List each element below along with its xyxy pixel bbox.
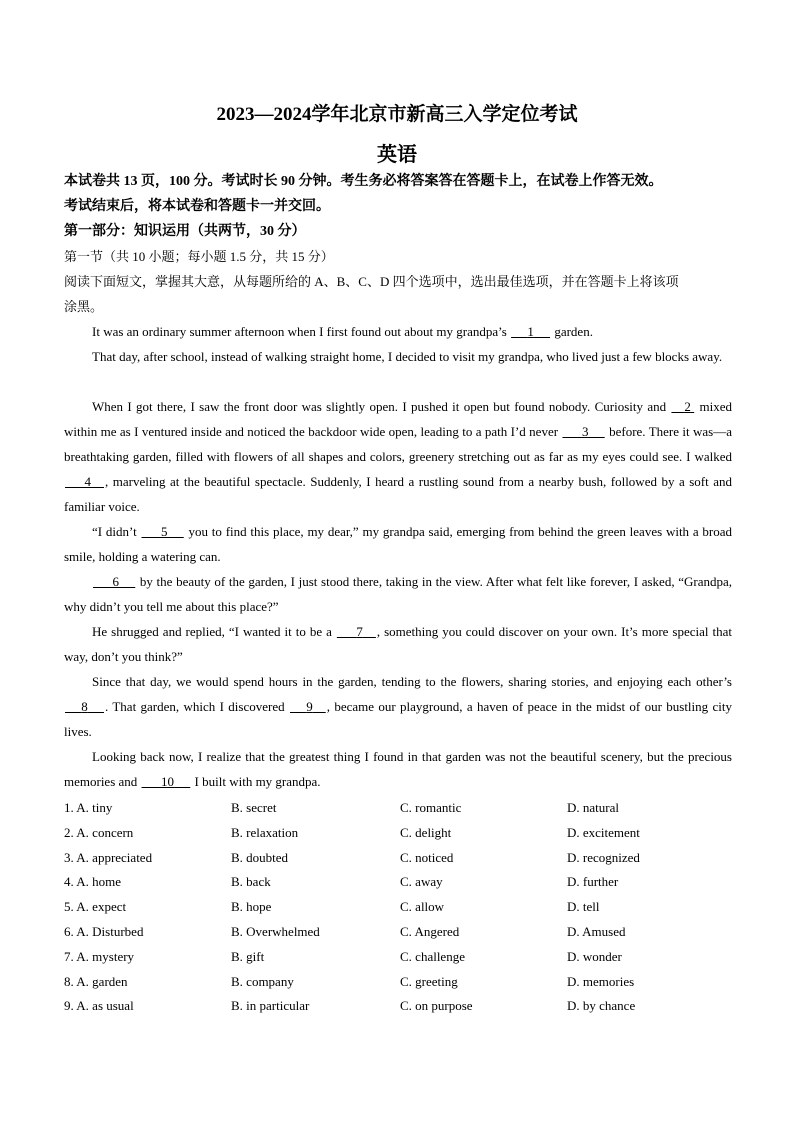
option-d: D. wonder bbox=[567, 948, 622, 964]
blank-9: 9 bbox=[306, 699, 313, 714]
answer-options bbox=[64, 796, 744, 1019]
notice-line-2: 考试结束后，将本试卷和答题卡一并交回。 bbox=[64, 199, 330, 214]
option-c: C. allow bbox=[400, 899, 445, 915]
passage-paragraph-2: That day, after school, instead of walking straight home, I decided to visit my grandpa, who lived just a few blocks away. bbox=[92, 349, 723, 364]
exam-subject: 英语 bbox=[377, 144, 417, 166]
option-a: 5. A. expect bbox=[64, 899, 127, 915]
option-c: C. on purpose bbox=[400, 998, 473, 1014]
blank-2: 2 bbox=[684, 399, 691, 414]
option-d: D. recognized bbox=[567, 849, 640, 865]
option-d: D. excitement bbox=[567, 824, 640, 840]
option-row bbox=[64, 870, 744, 895]
option-d: D. memories bbox=[567, 973, 635, 989]
option-d: D. by chance bbox=[567, 998, 636, 1014]
option-b: B. doubted bbox=[231, 849, 289, 865]
part1-heading: 第一部分：知识运用（共两节，30 分） bbox=[64, 224, 306, 239]
option-row bbox=[64, 994, 744, 1019]
option-d: D. further bbox=[567, 874, 619, 890]
option-c: C. greeting bbox=[400, 973, 458, 989]
option-b: B. company bbox=[231, 973, 294, 989]
option-a: 6. A. Disturbed bbox=[64, 923, 144, 939]
option-b: B. gift bbox=[231, 948, 265, 964]
option-c: C. noticed bbox=[400, 849, 454, 865]
blank-8: 8 bbox=[81, 699, 88, 714]
blank-10: 10 bbox=[161, 774, 175, 789]
option-row bbox=[64, 895, 744, 920]
option-row bbox=[64, 970, 744, 995]
passage-paragraph-4: “I didn’t 5 you to find this place, my dear,” my grandpa said, emerging from behind the green leaves with a broad smile, holding a watering can. bbox=[64, 519, 732, 569]
option-row bbox=[64, 920, 744, 945]
option-a: 7. A. mystery bbox=[64, 948, 135, 964]
option-row bbox=[64, 945, 744, 970]
option-b: B. in particular bbox=[231, 998, 310, 1014]
section-heading: 第一节（共 10 小题；每小题 1.5 分，共 15 分） bbox=[64, 249, 334, 264]
option-d: D. tell bbox=[567, 899, 600, 915]
blank-4: 4 bbox=[84, 474, 91, 489]
notice-line-1: 本试卷共 13 页，100 分。考试时长 90 分钟。考生务必将答案答在答题卡上，在试卷上作答无效。 bbox=[64, 174, 663, 189]
blank-7: 7 bbox=[356, 624, 363, 639]
option-a: 3. A. appreciated bbox=[64, 849, 153, 865]
blank-1: 1 bbox=[527, 324, 534, 339]
instruction-line-1: 阅读下面短文，掌握其大意，从每题所给的 A、B、C、D 四个选项中，选出最佳选项，并在答题卡上将该项 bbox=[64, 274, 679, 289]
instruction-line-2: 涂黑。 bbox=[64, 299, 104, 314]
option-d: D. Amused bbox=[567, 923, 626, 939]
option-c: C. away bbox=[400, 874, 443, 890]
option-c: C. romantic bbox=[400, 800, 462, 815]
option-a: 2. A. concern bbox=[64, 824, 134, 840]
passage-paragraph-7: Since that day, we would spend hours in the garden, tending to the flowers, sharing stories, and enjoying each other’s 8 . That garden, which I discovered 9 , became our playground, a haven of peace in the midst of our bustling city lives. bbox=[64, 674, 732, 739]
option-row bbox=[64, 796, 744, 821]
blank-6: 6 bbox=[112, 574, 119, 589]
option-c: C. challenge bbox=[400, 948, 465, 964]
passage-paragraph-6: He shrugged and replied, “I wanted it to be a 7 , something you could discover on your own. It’s more special that way, don’t you think?” bbox=[64, 619, 732, 669]
blank-5: 5 bbox=[160, 524, 168, 539]
option-b: B. relaxation bbox=[231, 824, 299, 840]
option-b: B. secret bbox=[231, 800, 277, 815]
option-a: 1. A. tiny bbox=[64, 800, 113, 815]
option-a: 9. A. as usual bbox=[64, 998, 134, 1014]
passage-paragraph-3: When I got there, I saw the front door was slightly open. I pushed it open but found nobody. Curiosity and 2 mixed within me as I ventured inside and noticed the backdoor wide open, leading to a path I’d never 3 before. There it was—a breathtaking garden, filled with flowers of all shapes and colors, greenery stretching out as far as my eyes could see. I walked 4 , marveling at the beautiful spectacle. Suddenly, I heard a rustling sound from a nearby bush, followed by a soft and familiar voice. bbox=[64, 394, 732, 519]
option-b: B. hope bbox=[231, 899, 272, 915]
option-a: 4. A. home bbox=[64, 874, 122, 890]
option-c: C. delight bbox=[400, 824, 452, 840]
passage-paragraph-8: Looking back now, I realize that the greatest thing I found in that garden was not the beautiful scenery, but the precious memories and 10 I built with my grandpa. bbox=[64, 744, 732, 794]
blank-3: 3 bbox=[581, 424, 589, 439]
option-b: B. back bbox=[231, 874, 271, 890]
option-row bbox=[64, 821, 744, 846]
option-b: B. Overwhelmed bbox=[231, 923, 320, 939]
exam-title: 2023—2024学年北京市新高三入学定位考试 bbox=[216, 104, 578, 125]
option-c: C. Angered bbox=[400, 923, 460, 939]
passage-paragraph-1: It was an ordinary summer afternoon when I first found out about my grandpa’s 1 garden. bbox=[64, 319, 732, 344]
option-a: 8. A. garden bbox=[64, 973, 128, 989]
option-row bbox=[64, 846, 744, 871]
option-d: D. natural bbox=[567, 800, 619, 815]
passage-paragraph-5: 6 by the beauty of the garden, I just stood there, taking in the view. After what felt like forever, I asked, “Grandpa, why didn’t you tell me about this place?” bbox=[64, 569, 732, 619]
